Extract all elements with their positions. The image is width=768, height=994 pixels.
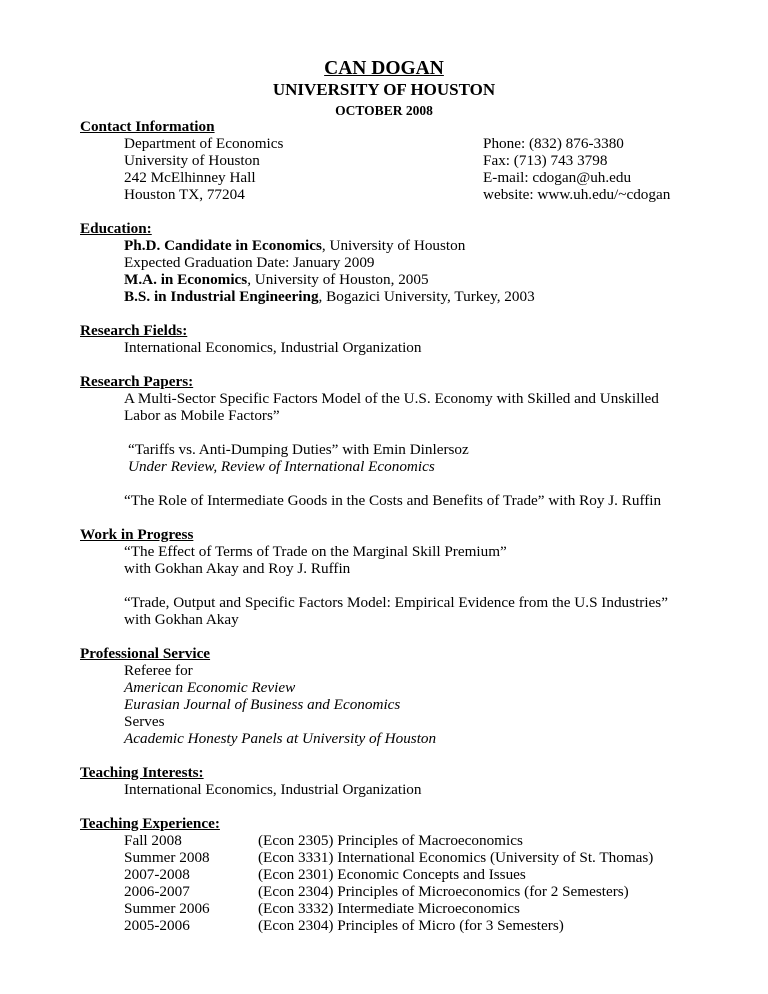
address-line: Houston TX, 77204 (124, 186, 245, 203)
journal-1 (124, 679, 295, 696)
teaching-term: Fall 2008 (124, 832, 182, 849)
address-line: Department of Economics (124, 135, 284, 152)
journal-1-text: American Economic Review (124, 679, 296, 696)
paper-2-status (128, 458, 435, 475)
teaching-interests-heading: Teaching Interests: (80, 764, 204, 781)
phd-institution: , University of Houston (321, 237, 466, 254)
email: E-mail: cdogan@uh.edu (483, 169, 632, 186)
phd-line (124, 237, 465, 254)
wip-1-line-2: with Gokhan Akay and Roy J. Ruffin (124, 560, 351, 577)
address-line: University of Houston (124, 152, 260, 169)
teaching-course: (Econ 2304) Principles of Microeconomics (for 2 Semesters) (258, 883, 629, 900)
contact-heading: Contact Information (80, 118, 215, 135)
fax: Fax: (713) 743 3798 (483, 152, 608, 169)
phd-degree: Ph.D. Candidate in Economics (124, 237, 322, 254)
phone: Phone: (832) 876-3380 (483, 135, 624, 152)
teaching-term: Summer 2006 (124, 900, 210, 917)
panel (124, 730, 436, 747)
teaching-course: (Econ 2305) Principles of Macroeconomics (258, 832, 523, 849)
address-line: 242 McElhinney Hall (124, 169, 256, 186)
paper-1-line-2: Labor as Mobile Factors” (124, 407, 280, 424)
research-fields-text: International Economics, Industrial Organization (124, 339, 422, 356)
serves-label: Serves (124, 713, 165, 730)
professional-service-heading: Professional Service (80, 645, 211, 662)
ma-line (124, 271, 429, 288)
journal-2-text: Eurasian Journal of Business and Economics (124, 696, 401, 713)
expected-graduation: Expected Graduation Date: January 2009 (124, 254, 375, 271)
cv-name: CAN DOGAN (324, 58, 444, 79)
teaching-term: Summer 2008 (124, 849, 210, 866)
teaching-course: (Econ 2304) Principles of Micro (for 3 Semesters) (258, 917, 564, 934)
work-in-progress-heading: Work in Progress (80, 526, 194, 543)
paper-2-line-1: “Tariffs vs. Anti-Dumping Duties” with Emin Dinlersoz (128, 441, 469, 458)
cv-date: OCTOBER 2008 (335, 103, 433, 118)
education-heading: Education: (80, 220, 152, 237)
teaching-course: (Econ 2301) Economic Concepts and Issues (258, 866, 526, 883)
website: website: www.uh.edu/~cdogan (483, 186, 671, 203)
wip-2-line-1: “Trade, Output and Specific Factors Model: Empirical Evidence from the U.S Industries” (124, 594, 668, 611)
paper-2-status-text: Under Review, Review of International Economics (128, 458, 435, 475)
referee-label: Referee for (124, 662, 193, 679)
journal-2 (124, 696, 400, 713)
research-papers-heading: Research Papers: (80, 373, 194, 390)
cv-university: UNIVERSITY OF HOUSTON (272, 80, 496, 99)
ma-degree: M.A. in Economics (124, 271, 248, 288)
teaching-course: (Econ 3331) International Economics (University of St. Thomas) (258, 849, 654, 866)
bs-line (124, 288, 535, 305)
teaching-experience-heading: Teaching Experience: (80, 815, 220, 832)
ma-institution: , University of Houston, 2005 (247, 271, 429, 288)
paper-1-line-1: A Multi-Sector Specific Factors Model of the U.S. Economy with Skilled and Unskilled (124, 390, 659, 407)
teaching-interests-text: International Economics, Industrial Organization (124, 781, 422, 798)
research-fields-heading: Research Fields: (80, 322, 188, 339)
teaching-term: 2007-2008 (124, 866, 190, 883)
wip-1-line-1: “The Effect of Terms of Trade on the Marginal Skill Premium” (124, 543, 507, 560)
teaching-course: (Econ 3332) Intermediate Microeconomics (258, 900, 520, 917)
bs-institution: , Bogazici University, Turkey, 2003 (318, 288, 535, 305)
panel-text: Academic Honesty Panels at University of Houston (124, 730, 437, 747)
wip-2-line-2: with Gokhan Akay (124, 611, 239, 628)
bs-degree: B.S. in Industrial Engineering (124, 288, 319, 305)
paper-3: “The Role of Intermediate Goods in the Costs and Benefits of Trade” with Roy J. Ruffin (124, 492, 662, 509)
teaching-term: 2006-2007 (124, 883, 190, 900)
teaching-term: 2005-2006 (124, 917, 190, 934)
